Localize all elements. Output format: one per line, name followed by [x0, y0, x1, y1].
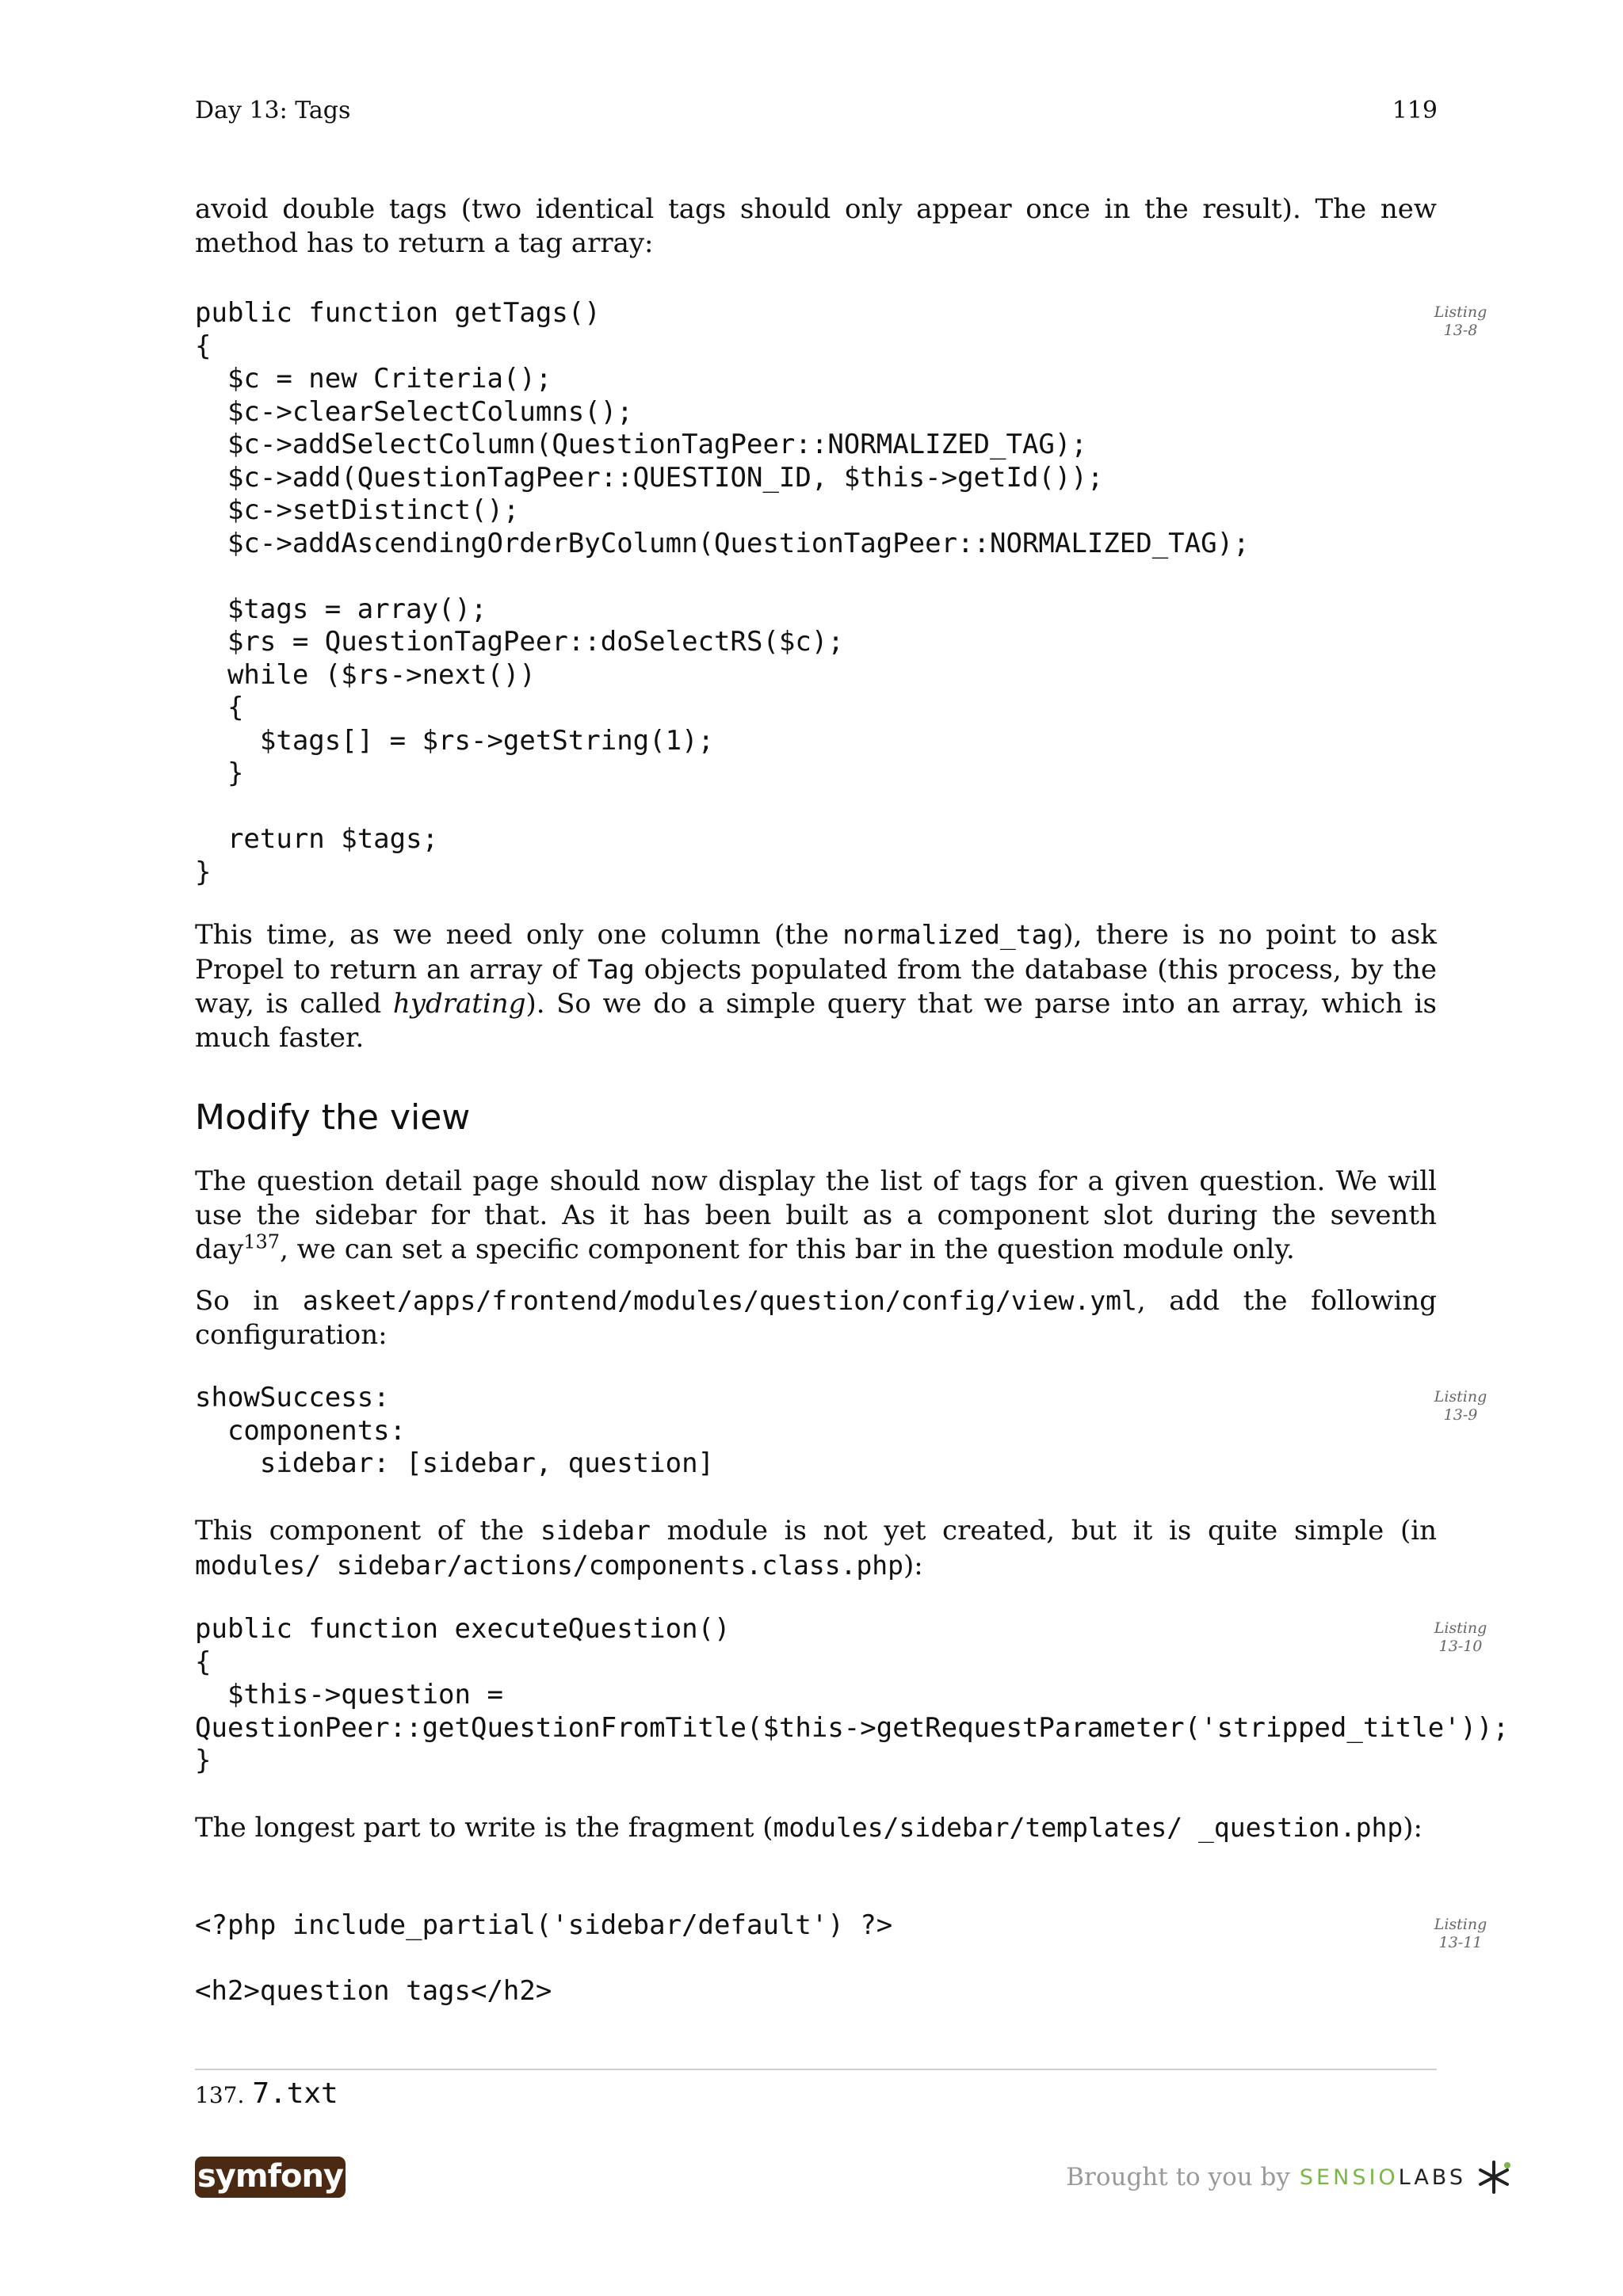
- text-run: The longest part to write is the fragment (: [195, 1812, 773, 1844]
- text-run: ). So we do a simple query that we parse into an array, which is much faster.: [195, 988, 1437, 1054]
- listing-label-number: 13-10: [1438, 1638, 1483, 1655]
- brought-to-you-by: [1066, 2157, 1512, 2198]
- code-listing-13-10: public function executeQuestion() { $this->question = QuestionPeer::getQuestionFromTitle($this->getRequestParameter('stripped_title')); }: [195, 1613, 1510, 1776]
- text-run: ), there is no point to ask Propel to return an array of: [195, 919, 1437, 986]
- emphasis: hydrating: [392, 988, 526, 1020]
- text-run: objects populated from the database (this process, by the way, is called: [195, 954, 1437, 1020]
- inline-code-path: modules/ sidebar/actions/components.class.php: [195, 1550, 904, 1581]
- inline-code: normalized_tag: [842, 919, 1064, 950]
- inline-code: Tag: [587, 954, 635, 985]
- intro-paragraph: avoid double tags (two identical tags should only appear once in the result). The new method has to return a tag array:: [195, 193, 1437, 259]
- text-run: ):: [1403, 1812, 1423, 1844]
- listing-label-number: 13-9: [1443, 1406, 1478, 1424]
- inline-code-path: askeet/apps/frontend/modules/question/config/view.yml: [302, 1285, 1137, 1316]
- text-run: This component of the: [195, 1515, 540, 1547]
- sensiolabs-brand-part1: SENSIO: [1299, 2164, 1399, 2190]
- text-run: So in: [195, 1285, 303, 1317]
- hydrating-paragraph: [195, 917, 1437, 1055]
- viewyml-paragraph: [195, 1283, 1437, 1352]
- listing-label-number: 13-8: [1443, 322, 1478, 339]
- code-listing-13-9: showSuccess: components: sidebar: [sidebar, question]: [195, 1382, 715, 1479]
- footnote-link[interactable]: 7.txt: [252, 2077, 338, 2110]
- text-run: ):: [903, 1550, 923, 1581]
- listing-label-13-9: [1417, 1388, 1504, 1425]
- listing-label-word: Listing: [1434, 1619, 1487, 1637]
- footnote: [195, 2077, 338, 2110]
- footnote-number: 137.: [195, 2082, 245, 2108]
- brought-by-text: Brought to you by: [1066, 2163, 1290, 2191]
- listing-label-word: Listing: [1434, 1388, 1487, 1405]
- inline-code-path: modules/sidebar/templates/ _question.php: [773, 1812, 1403, 1843]
- text-run: module is not yet created, but it is quite simple (in: [650, 1515, 1437, 1547]
- listing-label-13-8: [1417, 303, 1504, 340]
- sensiolabs-brand-part2: LABS: [1398, 2164, 1466, 2190]
- listing-label-number: 13-11: [1438, 1934, 1483, 1951]
- component-paragraph: [195, 1513, 1437, 1583]
- running-header-chapter: Day 13: Tags: [195, 97, 351, 124]
- fragment-paragraph: [195, 1810, 1437, 1845]
- sensiolabs-star-icon: [1476, 2159, 1512, 2195]
- code-listing-13-11: <?php include_partial('sidebar/default') ?> <h2>question tags</h2>: [195, 1909, 893, 2007]
- footnote-reference[interactable]: 137: [243, 1230, 281, 1253]
- code-listing-13-8: public function getTags() { $c = new Criteria(); $c->clearSelectColumns(); $c->addSelectColumn(QuestionTagPeer::NORMALIZED_TAG); $c->add(QuestionTagPeer::QUESTION_ID, $this->getId()); $c->setDistinct(); $c->addAscendingOrderByColumn(QuestionTagPeer::NORMALIZED_TAG); $tags = array(); $rs = QuestionTagPeer::doSelectRS($c); while ($rs->next()) { $tags[] = $rs->getString(1); } return $tags; }: [195, 297, 1250, 888]
- footnote-divider: [195, 2069, 1437, 2070]
- symfony-logo: symfony: [195, 2157, 346, 2198]
- inline-code: sidebar: [540, 1515, 651, 1546]
- listing-label-word: Listing: [1434, 303, 1487, 321]
- listing-label-word: Listing: [1434, 1916, 1487, 1933]
- sidebar-paragraph: [195, 1165, 1437, 1267]
- listing-label-13-11: [1417, 1916, 1504, 1952]
- text-run: This time, as we need only one column (the: [195, 919, 843, 951]
- text-run: , add the following configuration:: [195, 1285, 1437, 1351]
- page-number: 119: [1392, 97, 1438, 124]
- section-heading: Modify the view: [195, 1097, 471, 1138]
- listing-label-13-10: [1417, 1619, 1504, 1656]
- text-run: The question detail page should now display the list of tags for a given question. We will use the sidebar for that. As it has been built as a component slot during the seventh day: [195, 1165, 1437, 1265]
- text-run: , we can set a specific component for this bar in the question module only.: [280, 1234, 1295, 1265]
